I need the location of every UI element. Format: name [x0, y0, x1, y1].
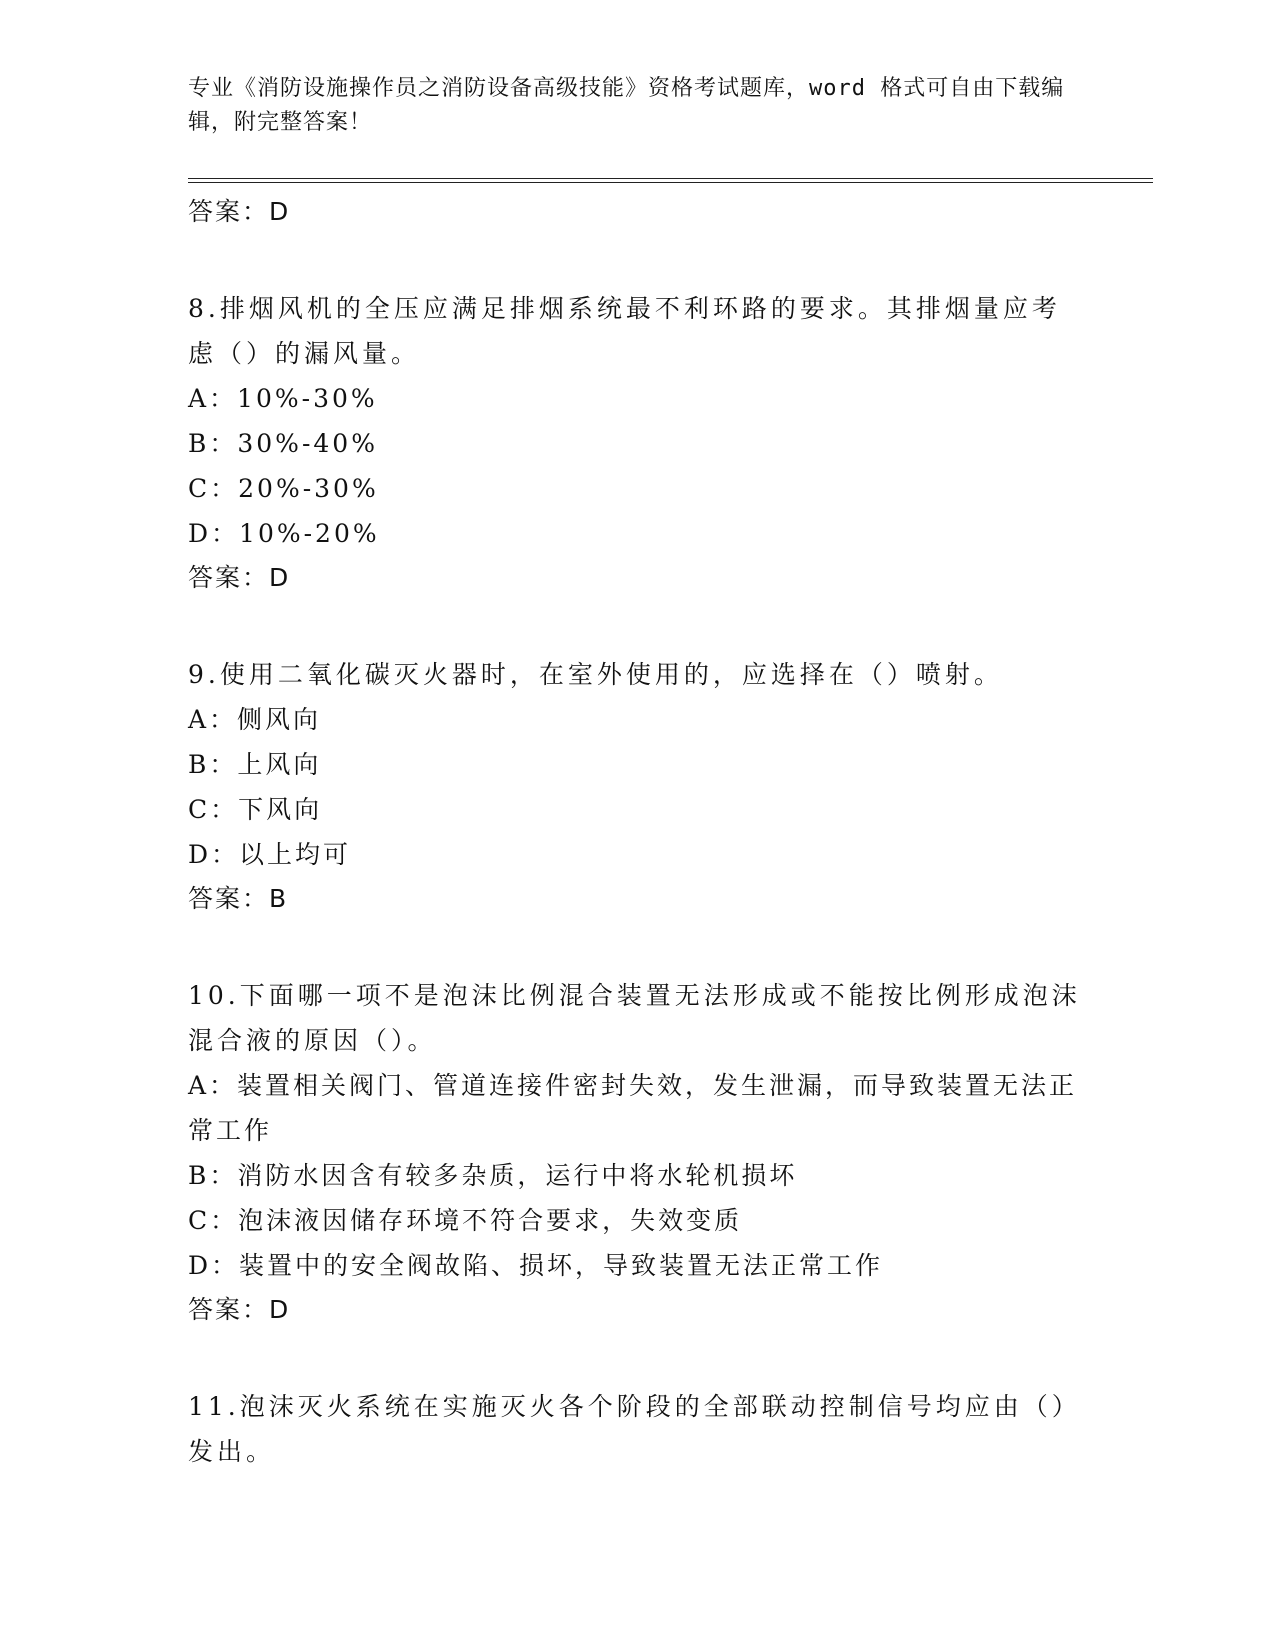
option-b: B：上风向	[188, 750, 322, 779]
option-c: C：20%-30%	[188, 474, 379, 503]
option-b: B：30%-40%	[188, 429, 378, 458]
question-text: 8.排烟风机的全压应满足排烟系统最不利环路的要求。其排烟量应考虑（）的漏风量。	[188, 294, 1061, 368]
option-b: B：消防水因含有较多杂质，运行中将水轮机损坏	[188, 1161, 798, 1190]
option-c: C：泡沫液因储存环境不符合要求，失效变质	[188, 1206, 743, 1235]
question-text: 10.下面哪一项不是泡沫比例混合装置无法形成或不能按比例形成泡沫混合液的原因（）。	[188, 981, 1081, 1055]
page-header: 专业《消防设施操作员之消防设备高级技能》资格考试题库，word 格式可自由下载编辑，附完整答案！	[188, 76, 1065, 135]
question-8	[188, 286, 1088, 600]
question-text: 11.泡沫灭火系统在实施灭火各个阶段的全部联动控制信号均应由（）发出。	[188, 1392, 1081, 1466]
option-d: D：10%-20%	[188, 519, 380, 548]
option-d: D：以上均可	[188, 840, 352, 869]
document-body	[188, 190, 1088, 1474]
answer: 答案：B	[188, 884, 289, 913]
question-9	[188, 652, 1088, 921]
answer: 答案：D	[188, 563, 291, 592]
option-c: C：下风向	[188, 795, 323, 824]
answer-previous: 答案：D	[188, 197, 291, 226]
question-11	[188, 1384, 1088, 1474]
option-a: A：侧风向	[188, 705, 322, 734]
question-10	[188, 973, 1088, 1332]
answer: 答案：D	[188, 1295, 291, 1324]
option-a: A：10%-30%	[188, 384, 378, 413]
option-a: A：装置相关阀门、管道连接件密封失效，发生泄漏，而导致装置无法正常工作	[188, 1071, 1078, 1145]
option-d: D：装置中的安全阀故陷、损坏，导致装置无法正常工作	[188, 1251, 884, 1280]
header-divider	[188, 178, 1153, 183]
question-text: 9.使用二氧化碳灭火器时，在室外使用的，应选择在（）喷射。	[188, 660, 1003, 689]
